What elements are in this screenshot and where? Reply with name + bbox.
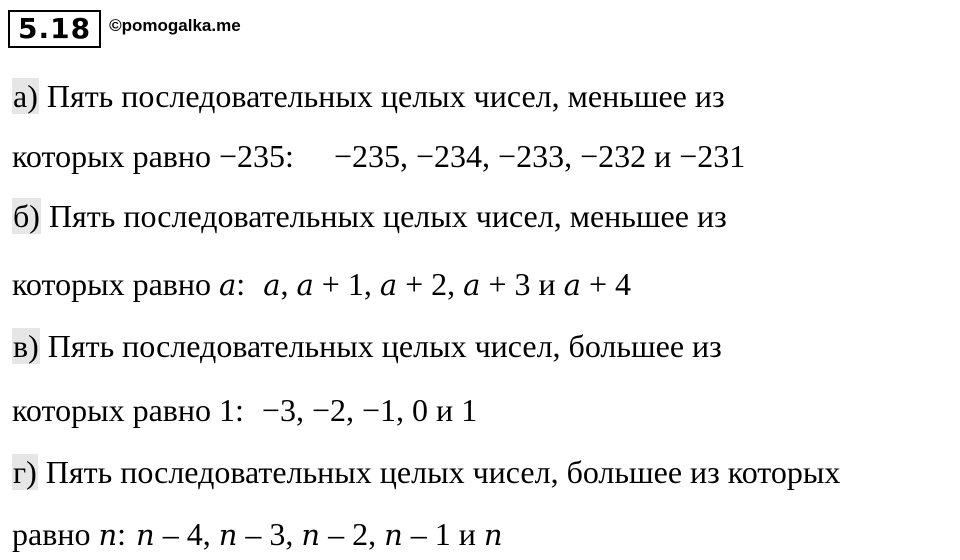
item-b-prefix: которых равно bbox=[12, 266, 219, 302]
item-d-letter: г) bbox=[13, 454, 37, 490]
watermark: ©pomogalka.me bbox=[109, 16, 241, 35]
item-a-answer: −235, −234, −233, −232 и −231 bbox=[333, 138, 746, 174]
item-b-letter: б) bbox=[13, 198, 40, 234]
item-b-line2: которых равно a: a, a + 1, a + 2, a + 3 и a + 4 bbox=[12, 266, 631, 302]
item-a-condition: которых равно −235: bbox=[12, 138, 294, 174]
item-d-answer-var: n bbox=[301, 518, 321, 552]
item-a-letter: а) bbox=[13, 78, 38, 114]
item-b-answer-var: a bbox=[463, 268, 481, 302]
item-c-text: Пять последовательных целых чисел, большее из bbox=[39, 328, 722, 364]
exercise-number: 5.18 bbox=[8, 10, 101, 48]
item-d-prefix: равно bbox=[12, 516, 99, 552]
item-d-answer-var: n bbox=[136, 518, 155, 552]
item-b-answer-var: a bbox=[379, 268, 398, 302]
item-b-text: Пять последовательных целых чисел, меньшее из bbox=[40, 198, 727, 234]
item-a-text: Пять последовательных целых чисел, меньшее из bbox=[38, 78, 725, 114]
item-d-answer bbox=[136, 516, 503, 552]
item-d-answer-var: n bbox=[218, 518, 238, 552]
item-b-answer-term: + 2, bbox=[397, 266, 464, 302]
item-d-answer-var: n bbox=[483, 518, 503, 552]
item-b-answer-var: a bbox=[563, 268, 581, 302]
item-a-line1 bbox=[12, 76, 725, 116]
item-b-answer-term: + 3 и bbox=[480, 266, 564, 302]
item-c-condition: которых равно 1: bbox=[12, 392, 244, 428]
item-c-line1 bbox=[12, 326, 722, 366]
item-b-line1 bbox=[12, 196, 727, 236]
item-a-line2 bbox=[12, 136, 745, 176]
item-d-line2: равно n: n – 4, n – 3, n – 2, n – 1 и n bbox=[12, 516, 503, 552]
item-d-answer-var: n bbox=[384, 518, 403, 552]
item-b-answer-term: , bbox=[280, 266, 297, 302]
item-c-answer: −3, −2, −1, 0 и 1 bbox=[261, 392, 478, 428]
item-d-var: n bbox=[98, 518, 118, 552]
item-c-letter: в) bbox=[13, 328, 39, 364]
item-d-line1 bbox=[12, 452, 840, 492]
item-d-answer-term: – 4, bbox=[154, 516, 219, 552]
item-c-line2 bbox=[12, 390, 477, 430]
item-b-answer-var: a bbox=[296, 268, 314, 302]
item-b-answer-term: + 4 bbox=[580, 266, 631, 302]
item-b-answer bbox=[263, 266, 631, 302]
item-d-answer-term: – 3, bbox=[237, 516, 302, 552]
item-b-answer-var: a bbox=[263, 268, 281, 302]
item-b-answer-term: + 1, bbox=[313, 266, 380, 302]
exercise-header bbox=[8, 10, 241, 48]
item-d-answer-term: – 1 и bbox=[402, 516, 484, 552]
item-d-text: Пять последовательных целых чисел, большее из которых bbox=[37, 454, 841, 490]
item-d-answer-term: – 2, bbox=[320, 516, 385, 552]
item-b-var: a bbox=[219, 268, 237, 302]
